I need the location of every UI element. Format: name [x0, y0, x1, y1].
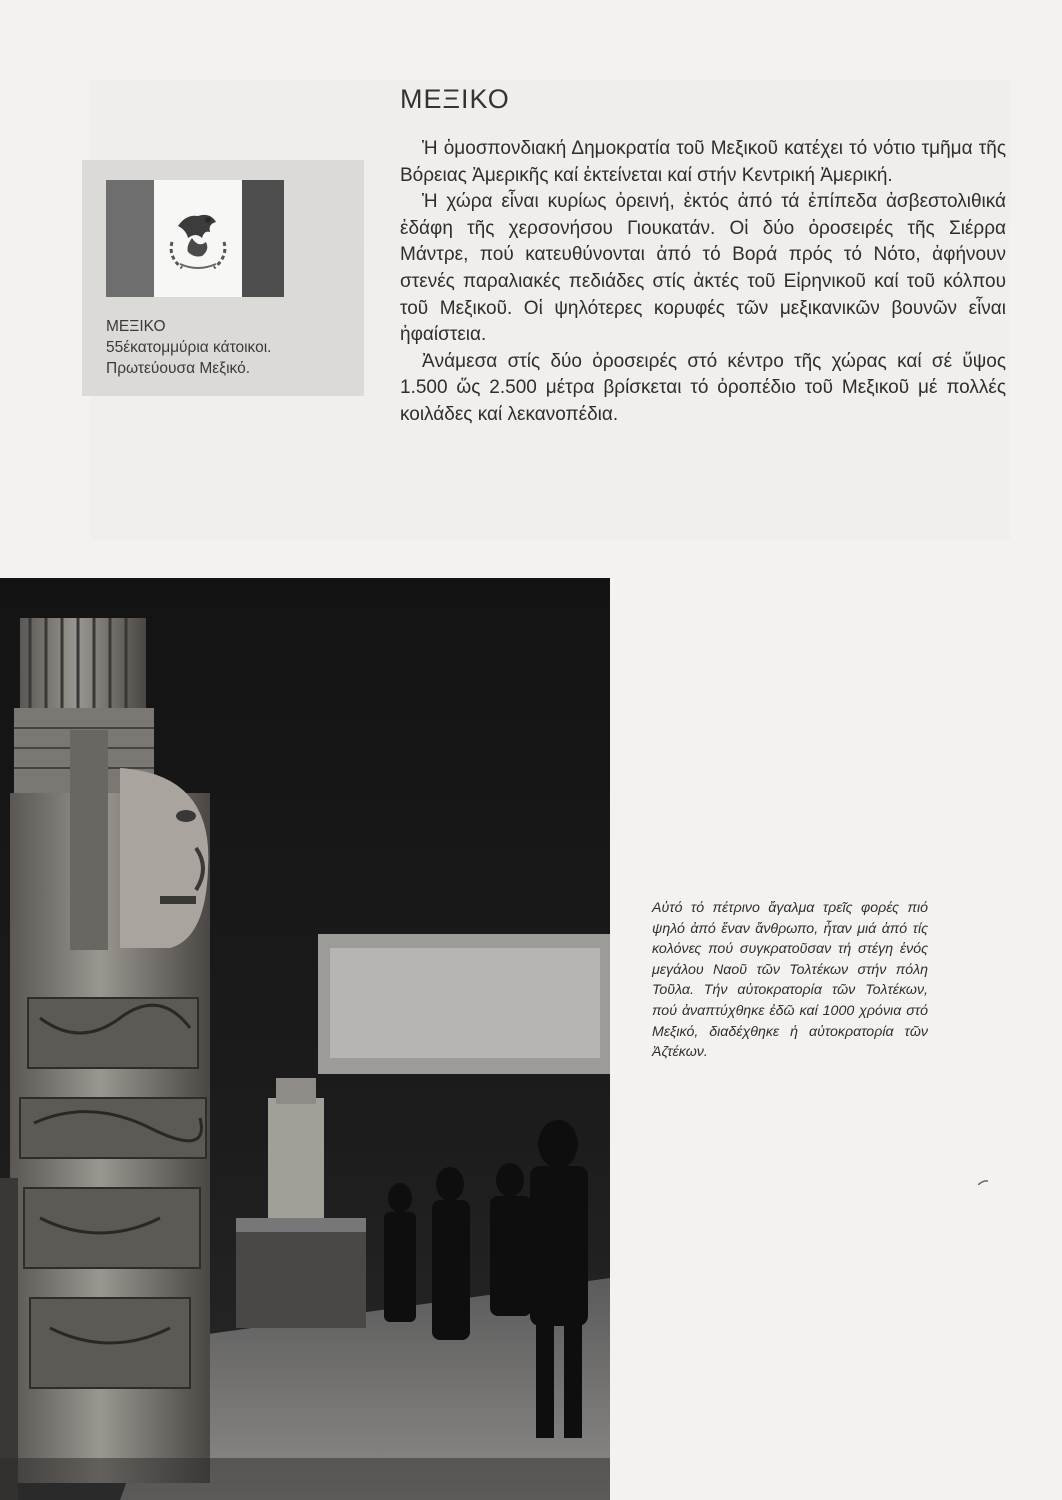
eagle-emblem-icon [158, 202, 238, 277]
main-article [400, 136, 1006, 429]
info-country-name: ΜΕΞΙΚΟ [106, 318, 166, 335]
info-capital: Πρωτεύουσα Μεξικό. [106, 360, 251, 377]
statue-photo-drawing [0, 578, 610, 1500]
page-title: ΜΕΞΙΚΟ [400, 84, 510, 114]
mexico-flag-icon [106, 180, 284, 297]
paragraph-1: Ἡ ὁμοσπονδιακή Δημοκρατία τοῦ Μεξικοῦ κατέχει τό νότιο τμῆμα τῆς Βόρειας Ἀμερικῆς καί ἐκτείνεται καί στήν Κεντρική Ἀμερική. [400, 138, 1006, 186]
paragraph-2: Ἡ χώρα εἶναι κυρίως ὀρεινή, ἐκτός ἀπό τά ἐπίπεδα ἀσβεστολιθικά ἐδάφη τῆς χερσονήσου Γιουκατάν. Οἱ δύο ὀροσειρές τῆς Σιέρρα Μάντρε, πού κατευθύνονται ἀπό τό Βορά πρός τό Νότο, ἀφήνουν στενές παραλιακές πεδιάδες στίς ἀκτές τοῦ Εἰρηνικοῦ καί τοῦ κόλπου τοῦ Μεξικοῦ. Οἱ ψηλότερες κορυφές τῶν μεξικανικῶν βουνῶν εἶναι ἡφαίστεια. [400, 191, 1006, 346]
paragraph-3: Ἀνάμεσα στίς δύο ὀροσειρές στό κέντρο τῆς χώρας καί σέ ὕψος 1.500 ὥς 2.500 μέτρα βρίσκεται τό ὀροπέδιο τοῦ Μεξικοῦ μέ πολλές κοιλάδες καί λεκανοπέδια. [400, 350, 1006, 425]
photo-caption: Αὐτό τό πέτρινο ἄγαλμα τρεῖς φορές πιό ψηλό ἀπό ἕναν ἄνθρωπο, ἦταν μιά ἀπό τίς κολόνες πού συγκρατοῦσαν τή στέγη ἑνός μεγάλου Ναοῦ τῶν Τολτέκων στήν πόλη Τοῦλα. Τήν αὐτοκρατορία τῶν Τολτέκων, πού ἀναπτύχθηκε ἐδῶ καί 1000 χρόνια στό Μεξικό, διαδέχθηκε ἡ αὐτοκρατορία τῶν Ἀζτέκων. [652, 900, 928, 1061]
toltec-statue-photo [0, 578, 610, 1500]
info-population: 55έκατομμύρια κάτοικοι. [106, 339, 272, 356]
country-info-box [82, 160, 364, 396]
print-speck [978, 1180, 988, 1185]
